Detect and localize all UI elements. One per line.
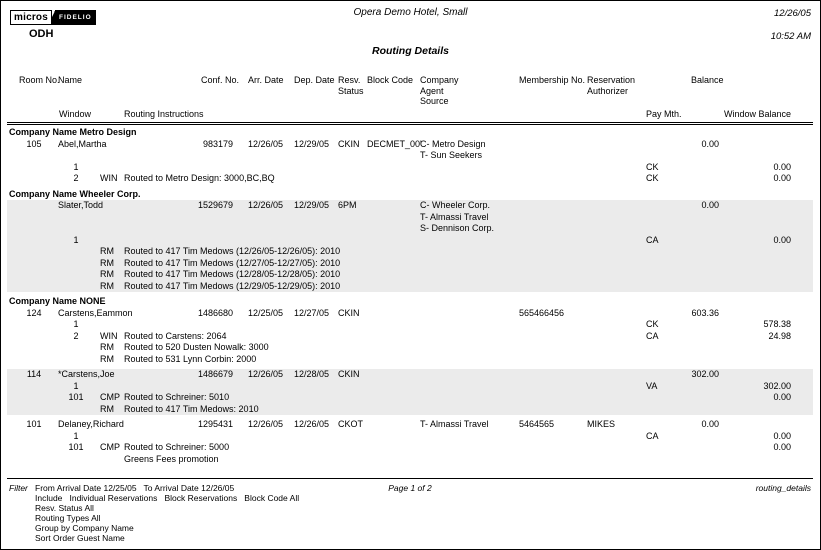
guest-name-cell: Delaney,Richard (58, 419, 124, 429)
company-group-label: Company Name Metro Design (9, 127, 137, 137)
routing-type-cell: CMP (100, 442, 120, 452)
dep-date-cell: 12/29/05 (294, 200, 330, 210)
routing-instruction-cell: Routed to 417 Tim Medows: 2010 (124, 403, 259, 414)
arr-date-cell: 12/26/05 (248, 369, 284, 379)
routing-line-row (7, 162, 813, 174)
filter-line: Resv. Status All (35, 503, 94, 513)
reservation-main-row (7, 139, 813, 162)
pay-method-cell: CA (646, 234, 659, 245)
col-membership-no: Membership No. (519, 75, 586, 85)
routing-line-row (7, 246, 813, 258)
routing-type-cell: RM (100, 403, 114, 414)
col-routing-instructions: Routing Instructions (124, 109, 204, 119)
company-agent-source-cell (420, 200, 494, 235)
reservation-authorizer-cell: MIKES (587, 419, 616, 429)
room-no-cell: 101 (26, 419, 42, 429)
column-headers (7, 75, 813, 121)
routing-type-cell: WIN (100, 173, 118, 183)
routing-instruction-cell-line: Greens Fees promotion (124, 453, 219, 464)
window-balance-cell: 24.98 (768, 330, 791, 341)
pay-method-cell: VA (646, 380, 658, 391)
window-balance-cell: 302.00 (763, 380, 791, 391)
conf-no-cell: 1486679 (197, 369, 233, 379)
window-no-cell: 1 (73, 380, 79, 391)
resv-status-cell: CKIN (338, 138, 360, 149)
pay-method-cell: CA (646, 330, 659, 341)
col-window-balance: Window Balance (723, 109, 791, 119)
routing-instruction-cell: Routed to 417 Tim Medows (12/29/05-12/29/05): 2010 (124, 280, 341, 291)
window-no-cell: 1 (73, 234, 79, 245)
report-file-name: routing_details (755, 483, 811, 493)
routing-line-row (7, 431, 813, 443)
resv-status-cell: CKIN (338, 369, 360, 379)
company-group-label: Company Name Wheeler Corp. (9, 188, 141, 199)
routing-line-row (7, 342, 813, 354)
company-agent-source-cell-line: S- Dennison Corp. (420, 223, 495, 233)
routing-instruction-cell: Routed to Carstens: 2064 (124, 330, 227, 341)
col-arr-date: Arr. Date (248, 75, 284, 85)
window-balance-cell: 0.00 (773, 161, 791, 172)
filter-line: Include Individual Reservations Block Reservations Block Code All (35, 493, 300, 503)
arr-date-cell: 12/26/05 (248, 200, 284, 210)
filter-line: Sort Order Guest Name (35, 533, 125, 543)
col-pay-mth: Pay Mth. (646, 109, 682, 119)
reservation-block (7, 200, 813, 292)
report-title: Routing Details (371, 45, 449, 57)
room-no-cell: 114 (26, 369, 42, 379)
report-time: 10:52 AM (770, 31, 811, 42)
routing-line-row (7, 319, 813, 331)
reservation-block (7, 139, 813, 185)
col-company-agent-source (420, 75, 459, 107)
routing-type-cell: WIN (100, 330, 118, 341)
routing-line-row (7, 269, 813, 281)
routing-instruction-cell: Routed to Metro Design: 3000,BC,BQ (124, 173, 275, 183)
pay-method-cell: CK (646, 161, 659, 172)
col-company: Company (420, 75, 459, 85)
col-balance: Balance (691, 75, 724, 85)
fidelio-logo-text: FIDELIO (52, 10, 96, 25)
routing-type-cell: RM (100, 353, 114, 364)
pay-method-cell: CK (646, 173, 659, 183)
routing-type-cell: RM (100, 257, 114, 268)
room-no-cell: 105 (26, 138, 42, 149)
routing-line-row (7, 442, 813, 465)
col-auth-line2: Authorizer (587, 85, 629, 96)
window-balance-cell: 0.00 (773, 392, 791, 402)
reservation-main-row (7, 369, 813, 381)
reservation-main-row (7, 419, 813, 431)
routing-type-cell: CMP (100, 392, 120, 402)
routing-line-row (7, 392, 813, 404)
reservation-block (7, 308, 813, 366)
page-number: Page 1 of 2 (388, 483, 432, 493)
arr-date-cell: 12/25/05 (248, 307, 284, 318)
block-code-cell: DECMET_00' (367, 138, 422, 149)
routing-type-cell: RM (100, 280, 114, 291)
company-agent-source-cell-line: C- Metro Design (420, 138, 486, 149)
guest-name-cell: Abel,Martha (58, 138, 107, 149)
company-agent-source-cell-line: T- Almassi Travel (420, 211, 489, 222)
window-balance-cell: 0.00 (773, 430, 791, 441)
pay-method-cell: CA (646, 430, 659, 441)
col-window: Window (59, 109, 92, 119)
routing-instruction-cell (124, 442, 229, 465)
company-agent-source-cell-line: T- Almassi Travel (420, 419, 489, 429)
col-block-code: Block Code (367, 75, 414, 85)
reservation-main-row (7, 200, 813, 235)
arr-date-cell: 12/26/05 (248, 138, 284, 149)
col-reservation-authorizer (587, 75, 635, 96)
conf-no-cell: 1529679 (197, 200, 233, 210)
routing-line-row (7, 404, 813, 416)
guest-name-cell: *Carstens,Joe (58, 369, 115, 379)
guest-name-cell: Slater,Todd (58, 200, 104, 210)
company-agent-source-cell-line: T- Sun Seekers (420, 150, 483, 160)
room-no-cell: 124 (26, 307, 42, 318)
balance-cell: 0.00 (701, 419, 719, 429)
routing-line-row (7, 258, 813, 270)
pay-method-cell: CK (646, 319, 659, 329)
routing-instruction-cell-line: Routed to Schreiner: 5000 (124, 442, 230, 452)
routing-type-cell: RM (100, 342, 114, 352)
routing-line-row (7, 354, 813, 366)
col-auth-line1: Reservation (587, 75, 636, 85)
resv-status-cell: CKOT (338, 419, 364, 429)
balance-cell: 302.00 (691, 369, 719, 379)
window-balance-cell: 0.00 (773, 442, 791, 452)
conf-no-cell: 1295431 (197, 419, 233, 429)
resv-status-cell: CKIN (338, 307, 360, 318)
resv-status-cell: 6PM (338, 200, 357, 210)
guest-name-cell: Carstens,Eammon (58, 307, 133, 318)
balance-cell: 603.36 (691, 307, 719, 318)
window-balance-cell: 578.38 (763, 319, 791, 329)
routing-line-row (7, 381, 813, 393)
dep-date-cell: 12/29/05 (294, 138, 330, 149)
filter-line: From Arrival Date 12/25/05 To Arrival Date 12/26/05 (35, 483, 235, 493)
window-no-cell: 101 (68, 442, 84, 452)
report-body (7, 127, 813, 469)
routing-line-row (7, 173, 813, 185)
routing-instruction-cell: Routed to 417 Tim Medows (12/28/05-12/28/05): 2010 (124, 269, 341, 279)
filter-line: Group by Company Name (35, 523, 134, 533)
balance-cell: 0.00 (701, 138, 719, 149)
window-balance-cell: 0.00 (773, 234, 791, 245)
filter-line: Routing Types All (35, 513, 101, 523)
dep-date-cell: 12/28/05 (294, 369, 330, 379)
company-agent-source-cell-line: C- Wheeler Corp. (420, 200, 491, 210)
window-no-cell: 2 (73, 173, 79, 183)
routing-type-cell: RM (100, 246, 114, 256)
routing-line-row (7, 235, 813, 247)
header-divider-rule (7, 122, 813, 125)
routing-instruction-cell: Routed to 417 Tim Medows (12/27/05-12/27/05): 2010 (124, 257, 341, 268)
company-agent-source-cell (420, 139, 486, 162)
routing-line-row (7, 331, 813, 343)
reservation-block (7, 369, 813, 415)
window-no-cell: 1 (73, 430, 79, 441)
hotel-name: Opera Demo Hotel, Small (353, 7, 468, 18)
col-resv-status (338, 75, 364, 96)
company-group-label: Company Name NONE (9, 296, 106, 306)
window-no-cell: 1 (73, 161, 79, 172)
company-agent-source-cell (420, 419, 489, 431)
property-code: ODH (29, 28, 54, 40)
membership-no-cell: 565466456 (519, 307, 565, 318)
routing-line-row (7, 281, 813, 293)
window-balance-cell: 0.00 (773, 173, 791, 183)
col-conf-no: Conf. No. (201, 75, 240, 85)
col-name: Name (58, 75, 83, 85)
micros-logo-text: micros (10, 10, 52, 25)
conf-no-cell: 983179 (202, 138, 233, 149)
window-no-cell: 1 (73, 319, 79, 329)
routing-instruction-cell: Routed to Schreiner: 5010 (124, 392, 230, 402)
routing-instruction-cell: Routed to 520 Dusten Nowalk: 3000 (124, 342, 269, 352)
reservation-main-row (7, 308, 813, 320)
col-room-no: Room No. (19, 75, 60, 85)
membership-no-cell: 5464565 (519, 419, 555, 429)
routing-type-cell: RM (100, 269, 114, 279)
conf-no-cell: 1486680 (197, 307, 233, 318)
dep-date-cell: 12/27/05 (294, 307, 330, 318)
col-agent: Agent (420, 85, 444, 96)
col-resv-line1: Resv. (338, 75, 361, 85)
dep-date-cell: 12/26/05 (294, 419, 330, 429)
window-no-cell: 2 (73, 330, 79, 341)
routing-instruction-cell: Routed to 531 Lynn Corbin: 2000 (124, 353, 257, 364)
window-no-cell: 101 (68, 392, 84, 402)
report-date: 12/26/05 (774, 8, 811, 19)
footer-divider-rule (7, 478, 813, 479)
col-resv-line2: Status (338, 85, 364, 96)
filter-label: Filter (9, 483, 28, 493)
col-dep-date: Dep. Date (294, 75, 335, 85)
col-source: Source (420, 96, 449, 106)
arr-date-cell: 12/26/05 (248, 419, 284, 429)
reservation-block (7, 419, 813, 465)
balance-cell: 0.00 (701, 200, 719, 210)
routing-instruction-cell: Routed to 417 Tim Medows (12/26/05-12/26/05): 2010 (124, 246, 341, 256)
